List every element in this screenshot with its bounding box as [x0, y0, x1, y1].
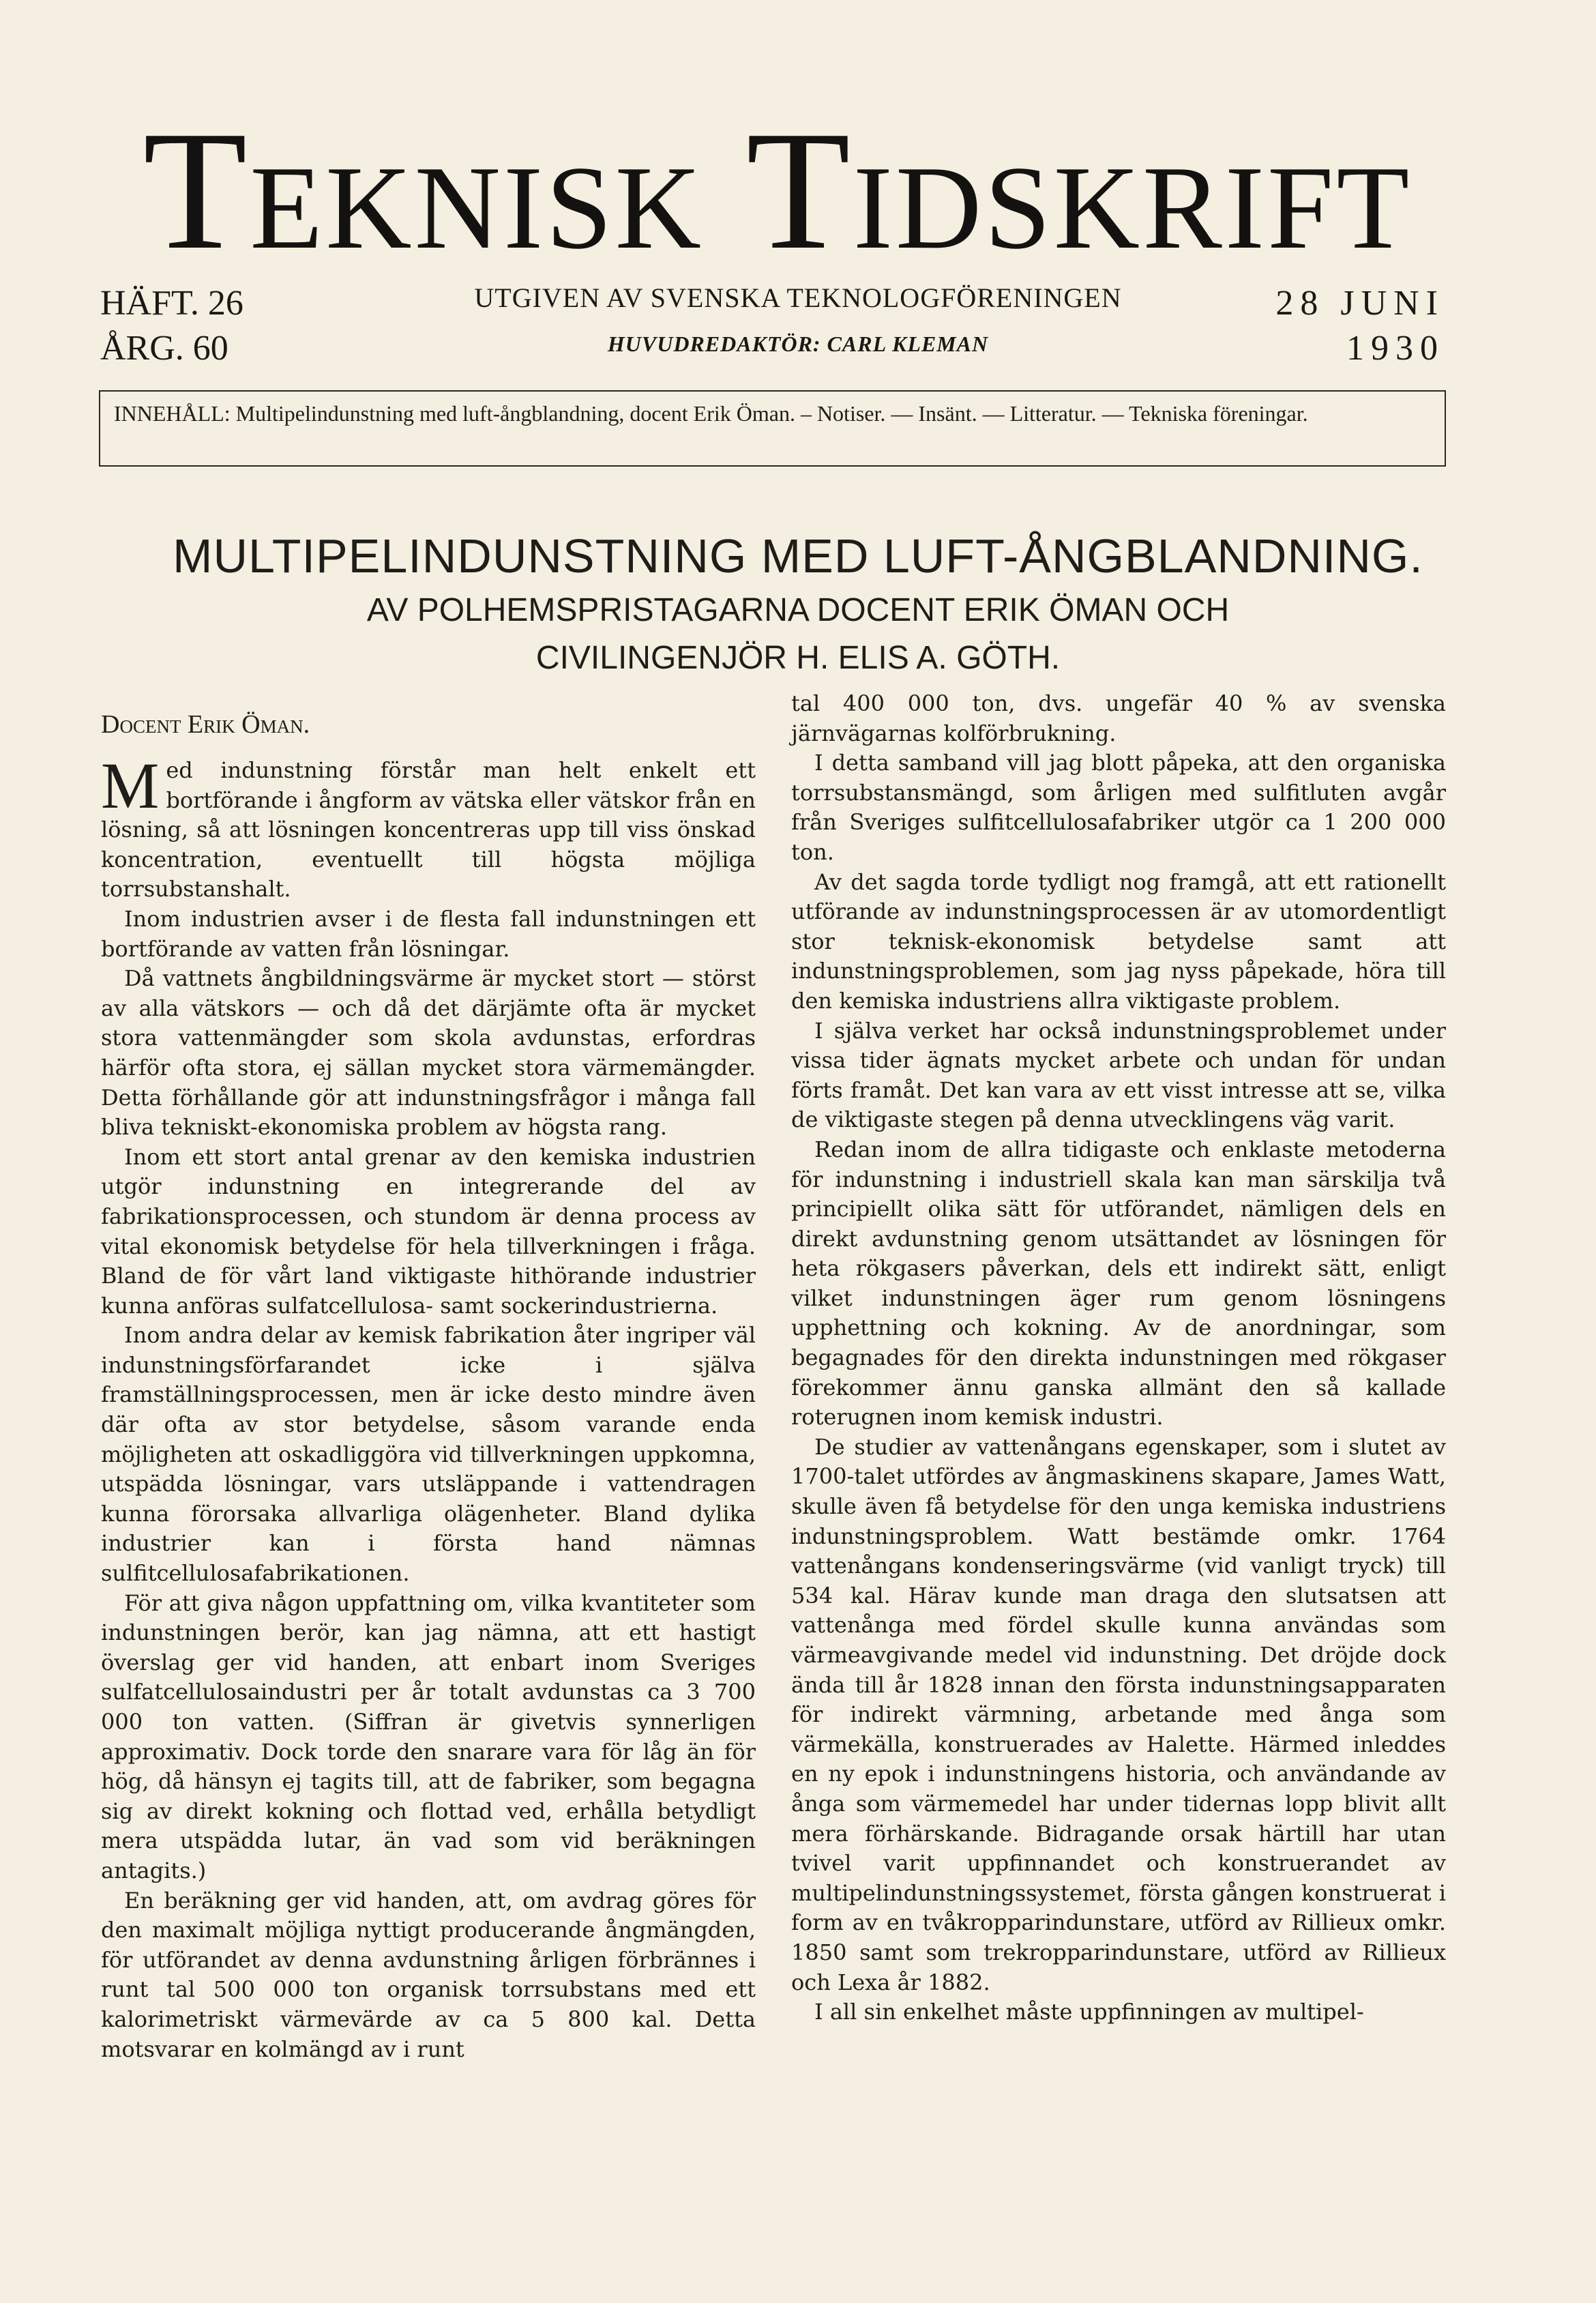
- paragraph: [101, 749, 756, 905]
- paragraph: En beräkning ger vid handen, att, om avdrag göres för den maximalt möjliga nyttigt producerande ångmängden, för utförandet av denna avdunstning årligen förbrännes i runt tal 500 000 ton organisk torrsubstans med ett kalorimetriskt värmevärde av ca 5 800 kal. Detta motsvarar en kolmängd av i runt: [101, 1887, 756, 2062]
- year-line: 1930: [1346, 329, 1445, 368]
- paragraph: Inom andra delar av kemisk fabrikation åter ingriper väl indunstningsförfarandet icke i själva framställningsprocessen, men är icke desto mindre även där ofta av stor betydelse, såsom varande enda möjligheten att oskadliggöra vid tillverkningen uppkomna, utspädda lösningar, vars utsläppande i vattendragen kunna förorsaka allvarliga olägenheter. Bland dylika industrier kan i första hand nämnas sulfitcellulosafabrikationen.: [101, 1322, 756, 1587]
- publisher-line: UTGIVEN AV SVENSKA TEKNOLOGFÖRENINGEN: [474, 282, 1122, 313]
- contents-text: INNEHÅLL: Multipelindunstning med luft-ångblandning, docent Erik Öman. – Notiser. — Insänt. — Litteratur. — Tekniska föreningar.: [114, 401, 1308, 426]
- publisher-info: [307, 281, 1289, 363]
- date-line: 28 JUNI: [1275, 284, 1445, 323]
- paragraph: Inom ett stort antal grenar av den kemiska industrien utgör indunstning en integrerande del av fabrikationsprocessen, och stundom är denna process av vital ekonomisk betydelse för hela tillverkningen i fråga. Bland de för vårt land viktigaste hithörande industrier kunna anföras sulfatcellulosa- samt sockerindustrierna.: [101, 1143, 756, 1319]
- author-heading: Docent Erik Öman.: [101, 710, 310, 739]
- paragraph: Redan inom de allra tidigaste och enklaste metoderna för indunstning i industriell skala kan man särskilja två principiellt olika sätt för utförandet, nämligen dels en direkt avdunstning genom utsättandet av lösningen för heta rökgasers påverkan, dels ett indirekt sätt, enligt vilket indunstningen äger rum genom lösningens upphettning och kokning. Av de anordningar, som begagnades för den direkta indunstningen med rökgaser förekommer ännu ganska allmänt den så kallade roterugnen inom kemisk industri.: [791, 1136, 1446, 1431]
- right-column: [791, 689, 1446, 2027]
- paragraph: För att giva någon uppfattning om, vilka kvantiteter som indunstningen berör, kan jag nämna, att ett hastigt överslag ger vid handen, att enbart inom Sveriges sulfatcellulosaindustri per år totalt avdunstas ca 3 700 000 ton vatten. (Siffran är givetvis synnerligen approximativ. Dock torde den snarare vara för låg än för hög, då hänsyn ej tagits till, att de fabriker, som begagna sig av direkt kokning och flottad ved, erhålla betydligt mera utspädda lutar, än vad som vid beräkningen antagits.): [101, 1589, 756, 1883]
- editor-line: HUVUDREDAKTÖR: CARL KLEMAN: [607, 332, 989, 356]
- article-title: MULTIPELINDUNSTNING MED LUFT-ÅNGBLANDNING.: [173, 529, 1423, 583]
- left-column: [101, 704, 756, 2064]
- drop-cap: M: [101, 749, 160, 822]
- byline-line-1: AV POLHEMSPRISTAGARNA DOCENT ERIK ÖMAN OCH: [366, 592, 1230, 628]
- issue-info: [100, 281, 243, 371]
- paragraph: I själva verket har också indunstningsproblemet under vissa tider ägnats mycket arbete och undan för undan förts framåt. Det kan vara av ett visst intresse att se, vilka de viktigaste stegen på denna utvecklingens väg varit.: [791, 1017, 1446, 1133]
- article-byline: [82, 587, 1514, 682]
- contents-box: [99, 390, 1446, 467]
- paragraph: I all sin enkelhet måste uppfinningen av multipel-: [814, 1999, 1364, 2025]
- paragraph: I detta samband vill jag blott påpeka, att den organiska torrsubstansmängd, som årligen med sulfitluten avgår från Sveriges sulfitcellulosafabriker utgör ca 1 200 000 ton.: [791, 750, 1446, 865]
- paragraph: Inom industrien avser i de flesta fall indunstningen ett bortförande av vatten från lösningar.: [101, 905, 756, 962]
- masthead-title: Teknisk Tidskrift: [143, 96, 1413, 285]
- issue-number: HÄFT. 26: [100, 284, 243, 323]
- paragraph-text: ed indunstning förstår man helt enkelt ett bortförande i ångform av vätska eller vätskor från en lösning, så att lösningen koncentreras upp till viss önskad koncentration, eventuellt till högsta möjliga torrsubstanshalt.: [101, 757, 756, 903]
- paragraph: tal 400 000 ton, dvs. ungefär 40 % av svenska järnvägarnas kolförbrukning.: [791, 690, 1446, 746]
- issue-date: [1275, 281, 1445, 371]
- volume-year: ÅRG. 60: [100, 329, 228, 368]
- byline-line-2: CIVILINGENJÖR H. ELIS A. GÖTH.: [535, 640, 1061, 676]
- paragraph: Av det sagda torde tydligt nog framgå, att ett rationellt utförande av indunstningsprocessen är av utomordentligt stor teknisk-ekonomisk betydelse samt att indunstningsproblemen, som jag nyss påpekade, höra till den kemiska industriens allra viktigaste problem.: [791, 868, 1446, 1014]
- paragraph: De studier av vattenångans egenskaper, som i slutet av 1700-talet utfördes av ångmaskinens skapare, James Watt, skulle även få betydelse för den unga kemiska industriens indunstningsproblem. Watt bestämde omkr. 1764 vattenångans kondenseringsvärme (vid vanligt tryck) till 534 kal. Härav kunde man draga den slutsatsen att vattenånga med fördel skulle kunna användas som värmeavgivande medel vid indunstning. Det dröjde dock ända till år 1828 innan den första indunstningsapparaten för indirekt värmning, arbetande med ånga som värmekälla, konstruerades av Halette. Härmed inleddes en ny epok i indunstningens historia, och användande av ånga som värmemedel har under tidernas lopp blivit allt mera förhärskande. Bidragande orsak härtill har utan tvivel varit uppfinnandet och konstruerandet av multipelindunstningssystemet, första gången konstruerat i form av en tvåkropparindunstare, utförd av Rillieux omkr. 1850 samt som trekropparindunstare, utförd av Rillieux och Lexa år 1882.: [791, 1433, 1446, 1995]
- paragraph: Då vattnets ångbildningsvärme är mycket stort — störst av alla vätskors — och då det därjämte ofta är mycket stora vattenmängder som skola avdunstas, erfordras härför ofta stora, ej sällan mycket stora värmemängder. Detta förhållande gör att indunstningsfrågor i många fall bliva tekniskt-ekonomiska problem av högsta rang.: [101, 965, 756, 1141]
